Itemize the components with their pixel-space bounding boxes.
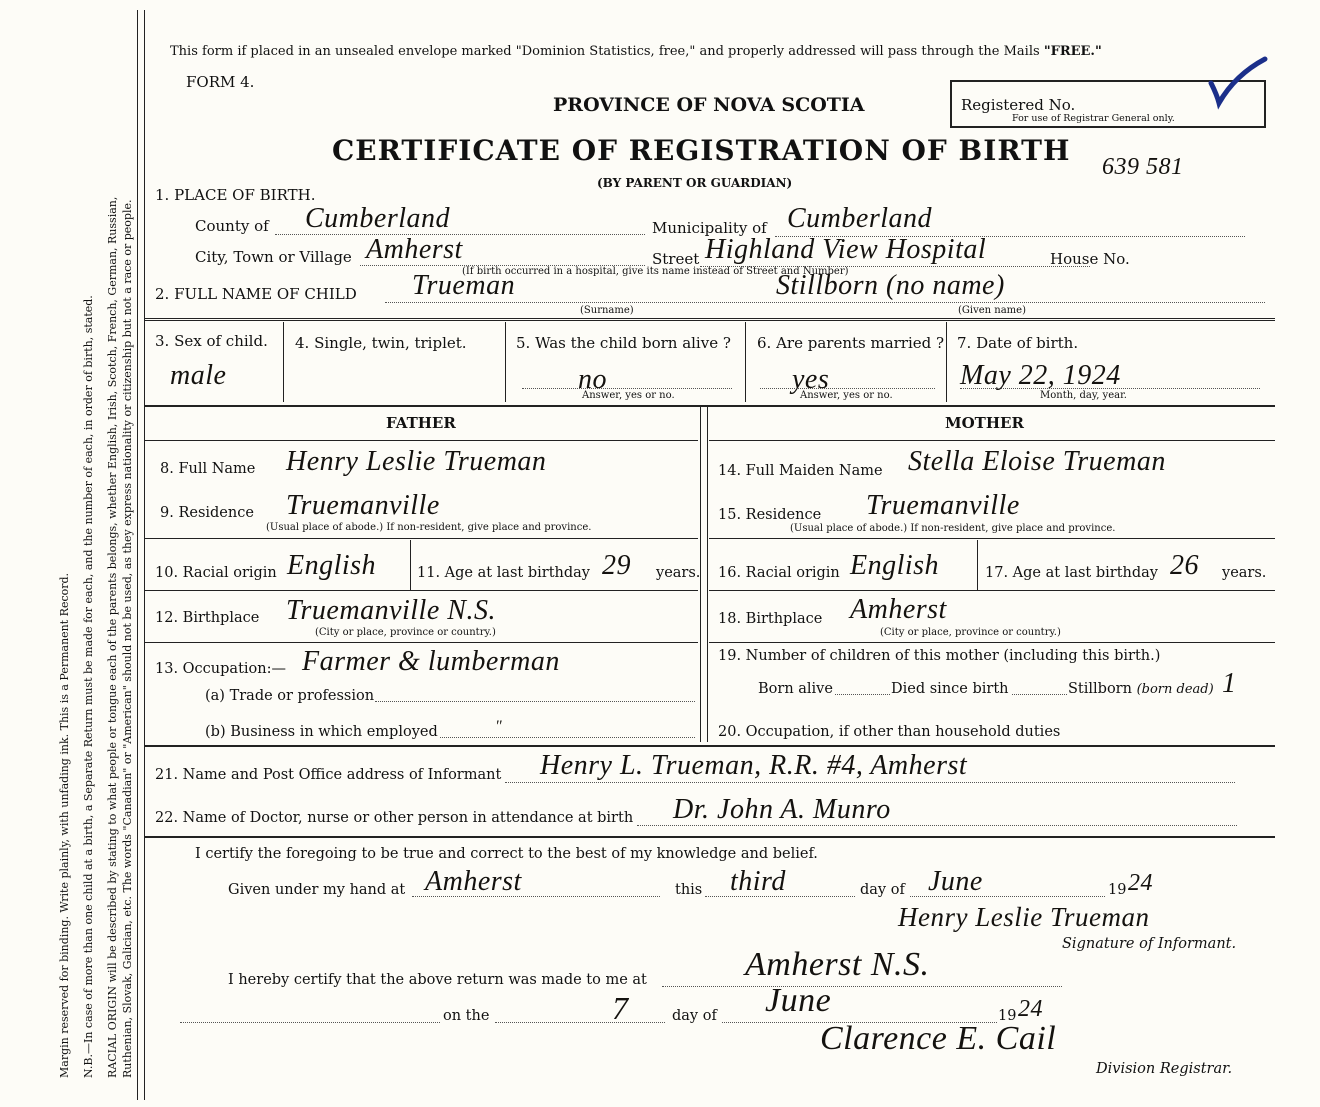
registered-label: Registered No.	[961, 96, 1076, 114]
hospital-note: (If birth occurred in a hospital, give its name instead of Street and Number)	[462, 266, 849, 277]
father-occupation-value: Farmer & lumberman	[302, 646, 560, 677]
child-given-value: Stillborn (no name)	[776, 270, 1005, 301]
stillborn-paren: (born dead)	[1136, 682, 1214, 697]
died-label: Died since birth	[891, 681, 1009, 697]
mother-name-label: 14. Full Maiden Name	[718, 463, 883, 479]
alive-line	[522, 388, 732, 389]
sex-value: male	[170, 360, 227, 391]
mother-residence-caption: (Usual place of abode.) If non-resident, give place and province.	[790, 523, 1116, 534]
business-line	[440, 737, 695, 738]
registrar-lead-line	[180, 1022, 440, 1023]
mother-birthplace-value: Amherst	[850, 594, 947, 625]
father-age-unit: years.	[656, 565, 701, 581]
child-name-label: 2. FULL NAME OF CHILD	[155, 285, 357, 303]
cert-year-value: 24	[1128, 870, 1153, 896]
mother-age-label: 17. Age at last birthday	[985, 565, 1158, 581]
registrar-year-value: 24	[1018, 996, 1043, 1022]
father-residence-value: Truemanville	[286, 490, 440, 521]
row-line	[709, 440, 1275, 441]
father-name-value: Henry Leslie Trueman	[286, 446, 547, 477]
mother-residence-value: Truemanville	[866, 490, 1020, 521]
registered-note: For use of Registrar General only.	[1012, 113, 1175, 124]
checkmark-icon	[1205, 55, 1275, 115]
province-heading: PROVINCE OF NOVA SCOTIA	[553, 94, 865, 116]
registrar-day-value: 7	[612, 990, 629, 1026]
col-divider	[410, 540, 411, 590]
col-divider	[745, 322, 746, 402]
mailing-free: "FREE."	[1043, 44, 1102, 59]
informant-label: 21. Name and Post Office address of Informant	[155, 767, 502, 783]
municipality-value: Cumberland	[787, 203, 932, 234]
mother-racial-value: English	[850, 550, 940, 581]
cert-day-of-label: day of	[860, 882, 905, 898]
row-line	[145, 440, 698, 441]
divider-certification	[145, 836, 1275, 838]
trade-label: (a) Trade or profession	[205, 688, 375, 704]
alive-value: no	[578, 364, 607, 395]
born-alive-line	[835, 694, 890, 695]
row-line	[709, 538, 1275, 539]
father-name-label: 8. Full Name	[160, 461, 256, 477]
father-birthplace-value: Truemanville N.S.	[286, 595, 496, 626]
father-heading: FATHER	[386, 414, 456, 432]
serial-number: 639 581	[1102, 154, 1184, 180]
col-divider	[977, 540, 978, 590]
child-surname-value: Trueman	[412, 270, 516, 301]
certification-statement: I certify the foregoing to be true and correct to the best of my knowledge and belief.	[195, 846, 818, 862]
margin-note-binding: Margin reserved for binding. Write plainly, with unfading ink. This is a Permanent Record.	[58, 572, 71, 1078]
married-line	[760, 388, 935, 389]
registrar-signature-caption: Division Registrar.	[1096, 1061, 1233, 1077]
municipality-label: Municipality of	[652, 219, 767, 237]
page-subtitle: (BY PARENT OR GUARDIAN)	[597, 176, 793, 190]
divider-parents	[145, 405, 1275, 407]
business-value: "	[495, 718, 503, 735]
mother-birthplace-caption: (City or place, province or country.)	[880, 627, 1061, 638]
given-caption: (Given name)	[958, 305, 1026, 316]
mailing-note-text: This form if placed in an unsealed envelope marked "Dominion Statistics, free," and properly addressed will pass through the Mails	[170, 44, 1040, 59]
informant-signature: Henry Leslie Trueman	[898, 902, 1150, 932]
row-line	[145, 538, 698, 539]
street-value: Highland View Hospital	[705, 234, 987, 265]
row-line	[145, 590, 698, 591]
margin-rule	[137, 10, 138, 1100]
row-line	[709, 590, 1275, 591]
county-label: County of	[195, 217, 269, 235]
father-birthplace-caption: (City or place, province or country.)	[315, 627, 496, 638]
this-label: this	[675, 882, 703, 898]
stillborn-value: 1	[1222, 668, 1237, 699]
col-divider	[946, 322, 947, 402]
street-label: Street	[652, 250, 700, 268]
informant-signature-caption: Signature of Informant.	[1062, 936, 1237, 952]
business-label: (b) Business in which employed	[205, 724, 438, 740]
mother-racial-label: 16. Racial origin	[718, 565, 840, 581]
registrar-statement: I hereby certify that the above return was made to me at	[228, 972, 647, 988]
given-place-value: Amherst	[425, 866, 522, 897]
cert-month-value: June	[928, 866, 983, 897]
registrar-place-value: Amherst N.S.	[745, 946, 930, 983]
mother-occupation-label: 20. Occupation, if other than household duties	[718, 724, 1061, 740]
doctor-label: 22. Name of Doctor, nurse or other person in attendance at birth	[155, 810, 634, 826]
father-birthplace-label: 12. Birthplace	[155, 610, 260, 626]
margin-note-racial-origin: RACIAL ORIGIN will be described by stating to what people or tongue each of the parents belongs, whether English, Irish, Scotch, French, German, Russian,	[106, 196, 119, 1078]
sex-label: 3. Sex of child.	[155, 332, 268, 350]
row-line	[709, 642, 1275, 643]
father-age-value: 29	[602, 550, 631, 581]
father-residence-caption: (Usual place of abode.) If non-resident, give place and province.	[266, 522, 592, 533]
registrar-signature: Clarence E. Cail	[820, 1020, 1057, 1057]
col-divider	[283, 322, 284, 402]
margin-note-multiple-birth: N.B.—In case of more than one child at a birth, a Separate Return must be made for each, and the number of each, in order of birth, stated.	[82, 295, 95, 1078]
registrar-day-of-label: day of	[672, 1008, 717, 1024]
place-of-birth-heading: 1. PLACE OF BIRTH.	[155, 186, 316, 204]
stillborn-text: Stillborn	[1068, 681, 1132, 697]
born-alive-label: Born alive	[758, 681, 833, 697]
registrar-place-line	[662, 986, 1062, 987]
registrar-month-value: June	[765, 982, 832, 1019]
registrar-day-line	[495, 1022, 665, 1023]
mother-name-value: Stella Eloise Trueman	[908, 446, 1166, 477]
father-occupation-label: 13. Occupation:—	[155, 661, 286, 677]
mother-age-value: 26	[1170, 550, 1199, 581]
died-line	[1012, 694, 1067, 695]
dob-caption: Month, day, year.	[1040, 390, 1127, 401]
mother-birthplace-label: 18. Birthplace	[718, 611, 823, 627]
form-number: FORM 4.	[186, 73, 255, 91]
cert-year-prefix: 19	[1108, 882, 1127, 898]
alive-label: 5. Was the child born alive ?	[516, 334, 731, 352]
divider-top	[145, 318, 1275, 321]
mother-residence-label: 15. Residence	[718, 507, 822, 523]
dob-value: May 22, 1924	[960, 360, 1121, 391]
cert-day-value: third	[730, 866, 786, 897]
house-label: House No.	[1050, 250, 1130, 268]
given-label: Given under my hand at	[228, 882, 406, 898]
mailing-note	[170, 44, 1102, 59]
page-title: CERTIFICATE OF REGISTRATION OF BIRTH	[332, 134, 1071, 167]
city-label: City, Town or Village	[195, 248, 352, 266]
father-racial-value: English	[287, 550, 377, 581]
parents-divider-inner	[707, 407, 708, 742]
dob-line	[960, 388, 1260, 389]
col-divider	[505, 322, 506, 402]
children-label: 19. Number of children of this mother (including this birth.)	[718, 648, 1161, 664]
married-caption: Answer, yes or no.	[800, 390, 893, 401]
doctor-value: Dr. John A. Munro	[673, 794, 891, 825]
informant-value: Henry L. Trueman, R.R. #4, Amherst	[540, 750, 968, 781]
stillborn-label	[1068, 681, 1214, 697]
county-value: Cumberland	[305, 203, 450, 234]
margin-note-racial-origin-cont: Ruthenian, Slovak, Galician, etc. The words "Canadian" or "American" should not be used, as they express nationality or citizenship but not a race or people.	[121, 199, 134, 1078]
married-label: 6. Are parents married ?	[757, 334, 945, 352]
alive-caption: Answer, yes or no.	[582, 390, 675, 401]
dob-label: 7. Date of birth.	[957, 334, 1079, 352]
father-racial-label: 10. Racial origin	[155, 565, 277, 581]
trade-line	[375, 701, 695, 702]
informant-line	[505, 782, 1235, 783]
registrar-on-the-label: on the	[443, 1008, 490, 1024]
father-residence-label: 9. Residence	[160, 505, 254, 521]
row-line	[145, 642, 698, 643]
margin-rule-inner	[144, 10, 145, 1100]
mother-heading: MOTHER	[945, 414, 1024, 432]
city-value: Amherst	[366, 234, 463, 265]
divider-informant	[145, 745, 1275, 747]
plurality-label: 4. Single, twin, triplet.	[295, 334, 467, 352]
registrar-year-prefix: 19	[998, 1008, 1017, 1024]
mother-age-unit: years.	[1222, 565, 1267, 581]
married-value: yes	[792, 364, 830, 395]
father-age-label: 11. Age at last birthday	[417, 565, 590, 581]
surname-caption: (Surname)	[580, 305, 634, 316]
child-name-line	[385, 302, 1265, 303]
